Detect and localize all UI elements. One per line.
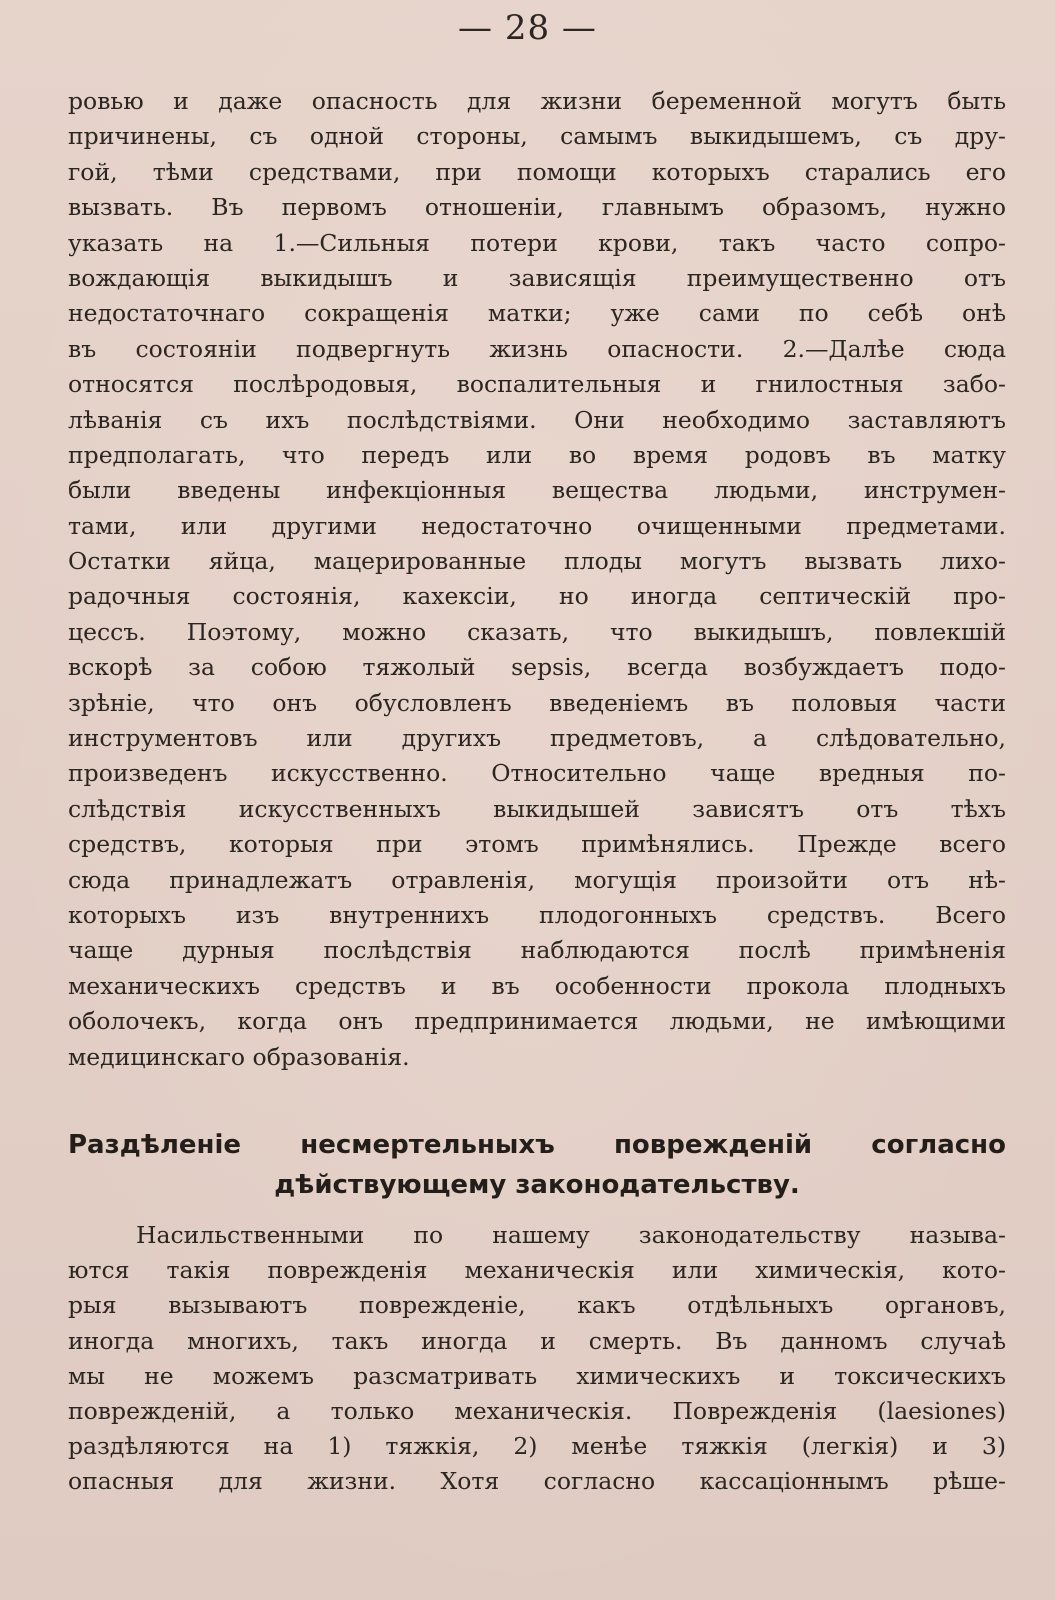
text-line: вскорѣ за собою тяжолый sepsis, всегда возбуждаетъ подо- (68, 653, 1006, 682)
text-line: вождающія выкидышъ и зависящія преимущественно отъ (68, 263, 1006, 292)
text-line: оболочекъ, когда онъ предпринимается людьми, не имѣющими (68, 1007, 1006, 1036)
paragraph-2 (68, 1218, 1006, 1500)
text-line: средствъ, которыя при этомъ примѣнялись. Прежде всего (68, 830, 1006, 859)
text-line: раздѣляются на 1) тяжкія, 2) менѣе тяжкія (легкія) и 3) (68, 1432, 1006, 1461)
heading-line: Раздѣленіе несмертельныхъ поврежденій согласно (68, 1130, 1006, 1160)
text-line: ровью и даже опасность для жизни беременной могутъ быть (68, 87, 1006, 115)
text-line: чаще дурныя послѣдствія наблюдаются послѣ примѣненія (68, 936, 1006, 965)
text-line: указать на 1.—Сильныя потери крови, такъ часто сопро- (68, 228, 1006, 257)
text-line: механическихъ средствъ и въ особенности прокола плодныхъ (68, 971, 1006, 1000)
text-line: радочныя состоянія, кахексіи, но иногда септическій про- (68, 582, 1006, 611)
paragraph-1 (68, 84, 1006, 1075)
text-line: относятся послѣродовыя, воспалительныя и гнилостныя забо- (68, 370, 1006, 399)
text-line: которыхъ изъ внутреннихъ плодогонныхъ средствъ. Всего (68, 900, 1006, 929)
text-line: поврежденій, а только механическія. Поврежденія (laesiones) (68, 1396, 1006, 1425)
text-line: недостаточнаго сокращенія матки; уже сами по себѣ онѣ (68, 299, 1006, 328)
text-line: опасныя для жизни. Хотя согласно кассаціоннымъ рѣше- (68, 1467, 1006, 1496)
text-line: слѣдствія искусственныхъ выкидышей зависятъ отъ тѣхъ (68, 794, 1006, 823)
text-line: медицинскаго образованія. (68, 1042, 410, 1071)
heading-line: дѣйствующему законодательству. (274, 1170, 800, 1200)
text-line: иногда многихъ, такъ иногда и смерть. Въ данномъ случаѣ (68, 1326, 1006, 1355)
text-line: Остатки яйца, мацерированные плоды могутъ вызвать лихо- (68, 547, 1006, 576)
text-line: предполагать, что передъ или во время родовъ въ матку (68, 440, 1006, 469)
text-line: ются такія поврежденія механическія или химическія, кото- (68, 1256, 1006, 1285)
text-line: были введены инфекціонныя вещества людьми, инструмен- (68, 476, 1006, 505)
text-line: вызвать. Въ первомъ отношеніи, главнымъ образомъ, нужно (68, 193, 1006, 222)
text-line: Насильственными по нашему законодательству называ- (136, 1221, 1006, 1249)
text-line: рыя вызываютъ поврежденіе, какъ отдѣльныхъ органовъ, (68, 1291, 1006, 1320)
text-line: гой, тѣми средствами, при помощи которыхъ старались его (68, 157, 1006, 186)
text-line: цессъ. Поэтому, можно сказать, что выкидышъ, повлекшій (68, 617, 1006, 646)
text-line: тами, или другими недостаточно очищенными предметами. (68, 511, 1006, 540)
page-number: — 28 — (458, 8, 597, 48)
text-line: въ состояніи подвергнуть жизнь опасности. 2.—Далѣе сюда (68, 334, 1006, 363)
text-line: зрѣніе, что онъ обусловленъ введеніемъ въ половыя части (68, 688, 1006, 717)
text-line: причинены, съ одной стороны, самымъ выкидышемъ, съ дру- (68, 122, 1006, 151)
text-line: произведенъ искусственно. Относительно чаще вредныя по- (68, 759, 1006, 788)
text-line: инструментовъ или другихъ предметовъ, а слѣдовательно, (68, 724, 1006, 753)
text-line: лѣванія съ ихъ послѣдствіями. Они необходимо заставляютъ (68, 405, 1006, 434)
text-line: мы не можемъ разсматривать химическихъ и токсическихъ (68, 1361, 1006, 1390)
section-heading (68, 1125, 1006, 1205)
text-line: сюда принадлежатъ отравленія, могущія произойти отъ нѣ- (68, 865, 1006, 894)
